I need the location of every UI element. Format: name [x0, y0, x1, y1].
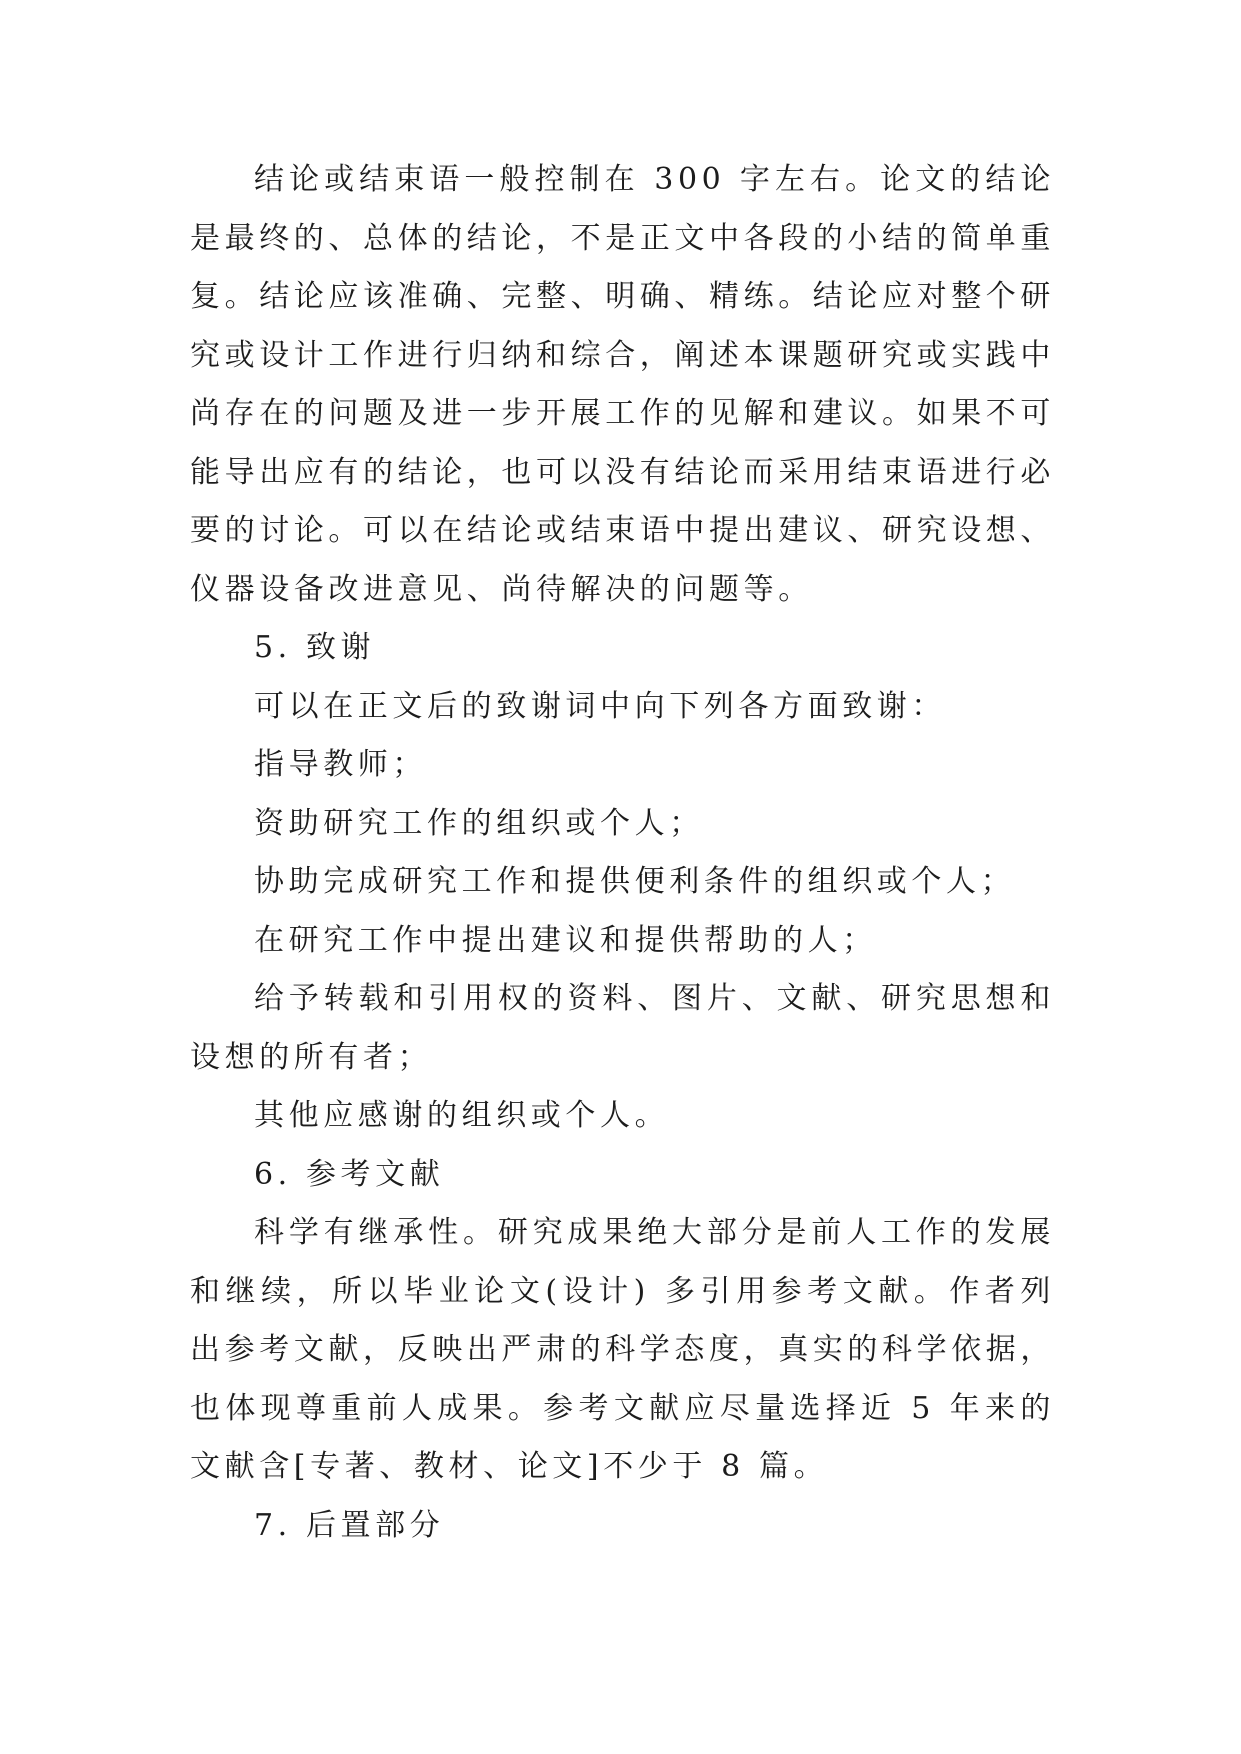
list-item: 资助研究工作的组织或个人；: [254, 805, 704, 841]
list-item: 协助完成研究工作和提供便利条件的组织或个人；: [254, 864, 1016, 899]
acknowledgements-intro: 可以在正文后的致谢词中向下列各方面致谢：: [254, 688, 946, 724]
list-item: 其他应感谢的组织或个人。: [254, 1098, 670, 1133]
section-heading-back-matter: 7. 后置部分: [254, 1507, 445, 1543]
list-item: 给予转载和引用权的资料、图片、文献、研究思想和设想的所有者；: [190, 981, 1055, 1075]
list-item: 在研究工作中提出建议和提供帮助的人；: [254, 922, 877, 958]
conclusion-paragraph: 结论或结束语一般控制在 300 字左右。论文的结论是最终的、总体的结论，不是正文中各段的小结的简单重复。结论应该准确、完整、明确、精练。结论应对整个研究或设计工作进行归纳和综合，阐述本课题研究或实践中尚存在的问题及进一步开展工作的见解和建议。如果不可能导出应有的结论，也可以没有结论而采用结束语进行必要的讨论。可以在结论或结束语中提出建议、研究设想、仪器设备改进意见、尚待解决的问题等。: [190, 162, 1055, 607]
document-body: [190, 151, 1055, 1555]
section-heading-references: 6. 参考文献: [254, 1156, 445, 1192]
section-heading-acknowledgements: 5. 致谢: [254, 630, 376, 665]
references-paragraph: 科学有继承性。研究成果绝大部分是前人工作的发展和继续，所以毕业论文(设计) 多引用参考文献。作者列出参考文献，反映出严肃的科学态度，真实的科学依据，也体现尊重前人成果。参考文献应尽量选择近 5 年来的文献含[专著、教材、论文]不少于 8 篇。: [190, 1215, 1055, 1484]
list-item: 指导教师；: [254, 747, 427, 782]
